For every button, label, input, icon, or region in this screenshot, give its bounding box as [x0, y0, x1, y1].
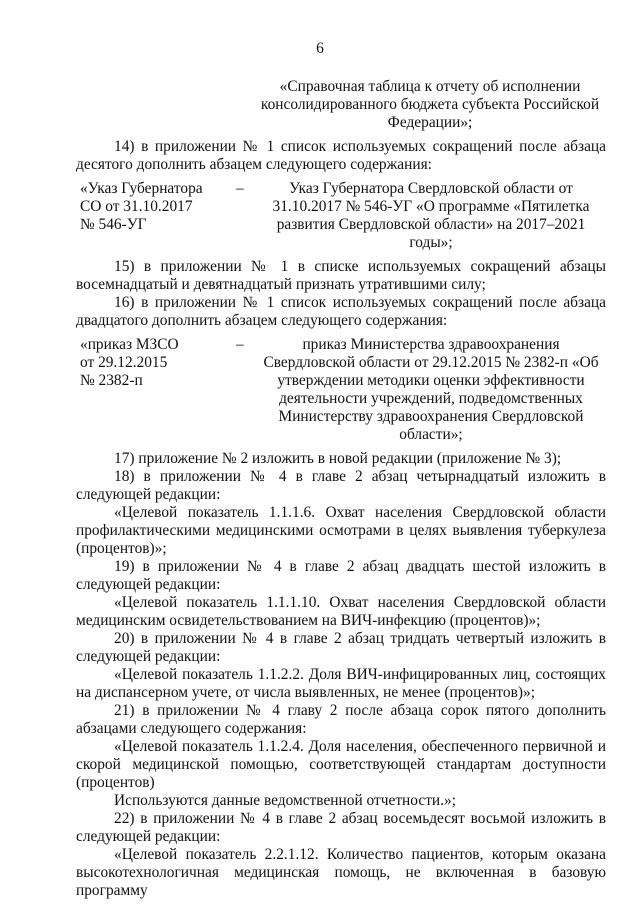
paragraph-15: 15) в приложении № 1 в списке используемых сокращений абзацы восемнадцатый и девятнадцатый признать утратившими силу; [76, 258, 606, 293]
abbreviation-term-line: № 2382-п [80, 372, 143, 389]
abbreviation-entry-1 [80, 180, 606, 252]
abbreviation-term-line: № 546-УГ [80, 216, 147, 233]
abbreviation-term-line: от 29.12.2015 [80, 354, 168, 371]
paragraph-22: 22) в приложении № 4 в главе 2 абзац восемьдесят восьмой изложить в следующей редакции: [76, 810, 606, 845]
abbreviation-term-2 [80, 336, 236, 444]
abbreviation-term-1 [80, 180, 236, 252]
paragraph-18-text: «Целевой показатель 1.1.1.6. Охват населения Свердловской области профилактическими медицинскими осмотрами в целях выявления туберкулеза (процентов)»; [76, 504, 606, 557]
paragraph-17: 17) приложение № 2 изложить в новой редакции (приложение № 3); [114, 450, 562, 467]
paragraph-18: 18) в приложении № 4 в главе 2 абзац четырнадцатый изложить в следующей редакции: [76, 468, 606, 503]
paragraph-21: 21) в приложении № 4 главу 2 после абзаца сорок пятого дополнить абзацами следующего содержания: [76, 702, 606, 737]
abbreviation-dash: – [236, 336, 244, 353]
paragraph-16: 16) в приложении № 1 список используемых сокращений после абзаца двадцатого дополнить абзацем следующего содержания: [76, 294, 606, 329]
paragraph-20: 20) в приложении № 4 в главе 2 абзац тридцать четвертый изложить в следующей редакции: [76, 630, 606, 665]
paragraph-22-text: «Целевой показатель 2.2.1.12. Количество пациентов, которым оказана высокотехнологичная медицинская помощь, не включенная в базовую программу [76, 846, 606, 899]
abbreviation-term-line: СО от 31.10.2017 [80, 198, 193, 215]
document-body [76, 78, 606, 900]
page-number: 6 [316, 40, 324, 57]
paragraph-21-text: «Целевой показатель 1.1.2.4. Доля населения, обеспеченного первичной и скорой медицинской помощью, соответствующей стандартам доступности (процентов) [76, 738, 606, 791]
paragraph-21-text-2: Используются данные ведомственной отчетности.»; [114, 792, 456, 809]
abbreviation-dash: – [236, 180, 244, 197]
abbreviation-entry-2 [80, 336, 606, 444]
paragraph-19-text: «Целевой показатель 1.1.1.10. Охват населения Свердловской области медицинским освидетельствованием на ВИЧ-инфекцию (процентов)»; [76, 594, 606, 629]
abbreviation-definition-1: Указ Губернатора Свердловской области от 31.10.2017 № 546-УГ «О программе «Пятилетка развития Свердловской области» на 2017–2021 годы»; [272, 180, 590, 251]
abbreviation-term-line: «приказ МЗСО [80, 336, 179, 353]
paragraph-14: 14) в приложении № 1 список используемых сокращений после абзаца десятого дополнить абзацем следующего содержания: [76, 138, 606, 173]
abbreviation-definition-2: приказ Министерства здравоохранения Свердловской области от 29.12.2015 № 2382-п «Об утверждении методики оценки эффективности деятельности учреждений, подведомственных Министерству здравоохранения Свердловской области»; [263, 336, 599, 443]
paragraph-20-text: «Целевой показатель 1.1.2.2. Доля ВИЧ-инфицированных лиц, состоящих на диспансерном учете, от числа выявленных, не менее (процентов)»; [76, 666, 606, 701]
abbreviation-term-line: «Указ Губернатора [80, 180, 203, 197]
quote-title: «Справочная таблица к отчету об исполнении консолидированного бюджета субъекта Российской Федерации»; [260, 78, 600, 131]
paragraph-19: 19) в приложении № 4 в главе 2 абзац двадцать шестой изложить в следующей редакции: [76, 558, 606, 593]
